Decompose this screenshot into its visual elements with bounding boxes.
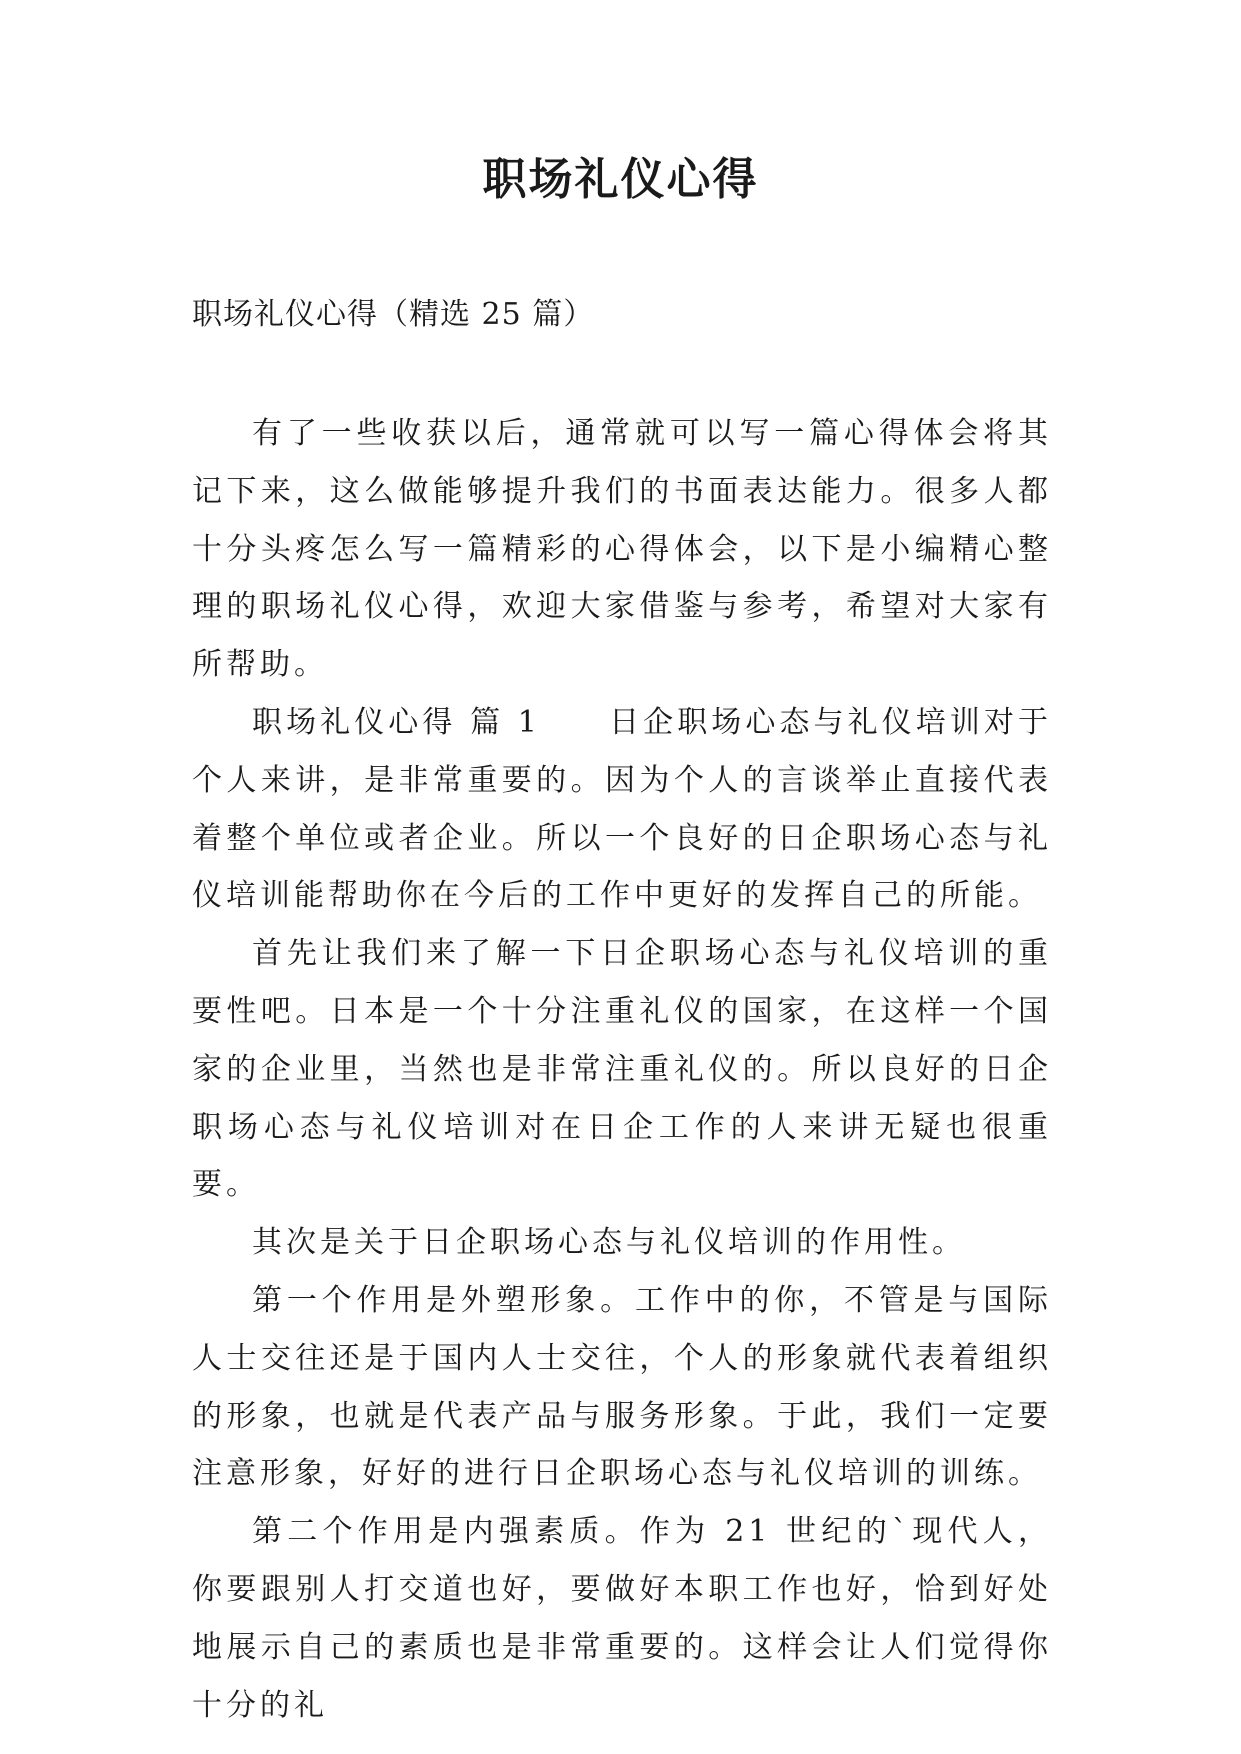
paragraph: 职场礼仪心得 篇 1 日企职场心态与礼仪培训对于个人来讲，是非常重要的。因为个人的言谈举止直接代表着整个单位或者企业。所以一个良好的日企职场心态与礼仪培训能帮助你在今后的工作中更好的发挥自己的所能。 (192, 704, 1052, 914)
paragraph: 首先让我们来了解一下日企职场心态与礼仪培训的重要性吧。日本是一个十分注重礼仪的国家，在这样一个国家的企业里，当然也是非常注重礼仪的。所以良好的日企职场心态与礼仪培训对在日企工作的人来讲无疑也很重要。 (192, 936, 1052, 1203)
document-body (192, 405, 1052, 1734)
document-title: 职场礼仪心得 (482, 154, 759, 205)
paragraph: 其次是关于日企职场心态与礼仪培训的作用性。 (252, 1225, 966, 1261)
paragraph: 第一个作用是外塑形象。工作中的你，不管是与国际人士交往还是于国内人士交往，个人的形象就代表着组织的形象，也就是代表产品与服务形象。于此，我们一定要注意形象，好好的进行日企职场心态与礼仪培训的训练。 (192, 1282, 1052, 1492)
paragraph: 有了一些收获以后，通常就可以写一篇心得体会将其记下来，这么做能够提升我们的书面表达能力。很多人都十分头疼怎么写一篇精彩的心得体会，以下是小编精心整理的职场礼仪心得，欢迎大家借鉴与参考，希望对大家有所帮助。 (192, 416, 1052, 683)
paragraph: 第二个作用是内强素质。作为 21 世纪的`现代人，你要跟别人打交道也好，要做好本职工作也好，恰到好处地展示自己的素质也是非常重要的。这样会让人们觉得你十分的礼 (192, 1514, 1052, 1723)
document-subtitle: 职场礼仪心得（精选 25 篇） (192, 297, 595, 332)
